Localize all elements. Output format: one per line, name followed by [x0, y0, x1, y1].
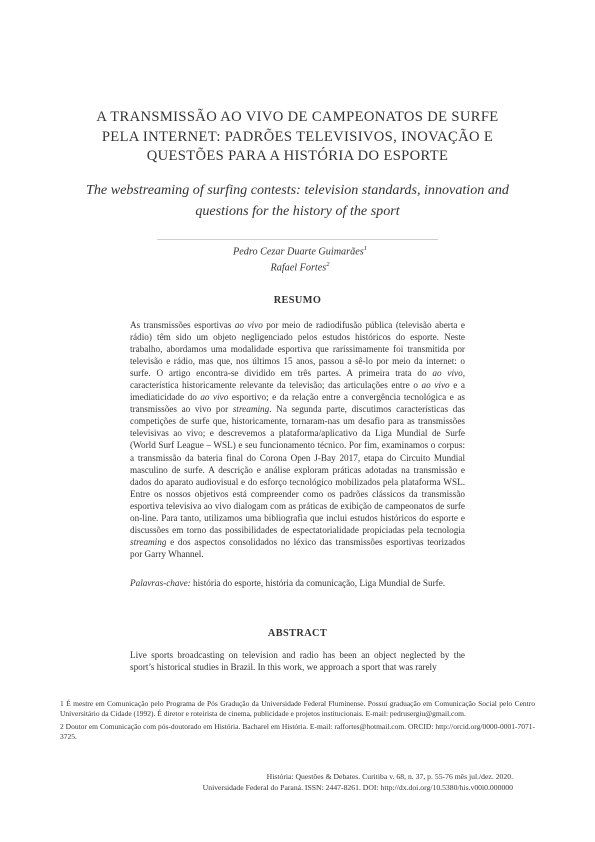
footnote-mark: 2 [326, 260, 330, 268]
abstract-heading: ABSTRACT [267, 628, 328, 639]
title-line: QUESTÕES PARA A HISTÓRIA DO ESPORTE [146, 148, 449, 164]
footnotes [60, 699, 535, 744]
footnote-1: 1 É mestre em Comunicação pelo Programa de Pós Gradução da Universidade Federal Fluminense. Possui graduação em Comunicação Social pelo Centro Universitário da Cidade (1992). É diretor e roteirista de cinema, publicidade e projetos institucionais. E-mail: pedrusergiu@gmail.com. [60, 699, 535, 719]
keywords-label: Palavras-chave: [130, 578, 191, 588]
title-line: PELA INTERNET: PADRÕES TELEVISIVOS, INOVAÇÃO E [101, 128, 494, 145]
journal-footer [120, 772, 513, 793]
resumo-text: As transmissões esportivas ao vivo por meio de radiodifusão pública (televisão aberta e rádio) têm sido um objeto negligenciado pelos estudos históricos do esporte. Neste trabalho, abordamos uma modalidade esportiva que raríssimamente foi transmitida por televisão e rádio, mas que, nos últimos 15 anos, passou a sê-lo por meio da internet: o surfe. O artigo encontra-se dividido em três partes. A primeira trata do ao vivo, característica historicamente relevante da televisão; das articulações entre o ao vivo e a imediaticidade do ao vivo esportivo; e da relação entre a convergência tecnológica e as transmissões ao vivo por streaming. Na segunda parte, discutimos características das competições de surfe que, historicamente, tornaram-nas um desafio para as transmissões televisivas ao vivo; e descrevemos a plataforma/aplicativo da Liga Mundial de Surfe (World Surf League – WSL) e seu funcionamento técnico. Por fim, examinamos o corpus: a transmissão da bateria final do Corona Open J-Bay 2017, etapa do Circuito Mundial masculino de surfe. A descrição e análise exploram práticas adotadas na transmissão e dados do aparato audiovisual e do esforço tecnológico mobilizados pela plataforma WSL. Entre os nossos objetivos está compreender como os padrões clássicos da transmissão esportiva televisiva ao vivo dialogam com as práticas de exibição de campeonatos de surfe on-line. Para tanto, utilizamos uma bibliografia que inclui estudos históricos do esporte e discussões em torno das possibilidades de espectatorialidade propiciadas pela tecnologia streaming e dos aspectos consolidados no léxico das transmissões esportivas teorizados por Garry Whannel. [130, 320, 466, 559]
abstract-text: Live sports broadcasting on television and radio has been an object neglected by the sport’s historical studies in Brazil. In this work, we approach a sport that was rarely [130, 650, 465, 673]
subtitle-line: The webstreaming of surfing contests: television standards, innovation and [86, 182, 509, 198]
author-name: Rafael Fortes [270, 262, 327, 274]
footnote-2: 2 Doutor em Comunicação com pós-doutorado em História. Bacharel em História. E-mail: raffortes@hotmail.com. ORCID: http://orcid.org/0000-0001-7071-3725. [60, 721, 535, 741]
author-list [150, 243, 450, 275]
keywords-value: história do esporte, história da comunicação, Liga Mundial de Surfe. [190, 578, 446, 588]
title-divider [157, 239, 438, 240]
author-1 [150, 243, 450, 259]
subtitle-line: questions for the history of the sport [195, 202, 400, 219]
footer-line: História: Questões & Debates. Curitiba v. 68, n. 37, p. 55-76 mês jul./dez. 2020. [266, 772, 513, 781]
article-title [80, 108, 515, 167]
footer-line: Universidade Federal do Paraná. ISSN: 2447-8261. DOI: http://dx.doi.org/10.5380/his.v00i0.000000 [202, 782, 513, 792]
footnote-mark: 1 [363, 245, 367, 252]
article-english-title [55, 180, 540, 221]
author-name: Pedro Cezar Duarte Guimarães [233, 246, 364, 258]
keywords-line [130, 577, 470, 589]
author-2 [150, 259, 450, 275]
title-line: A TRANSMISSÃO AO VIVO DE CAMPEONATOS DE SURFE [96, 109, 499, 125]
resumo-heading: RESUMO [273, 295, 322, 306]
